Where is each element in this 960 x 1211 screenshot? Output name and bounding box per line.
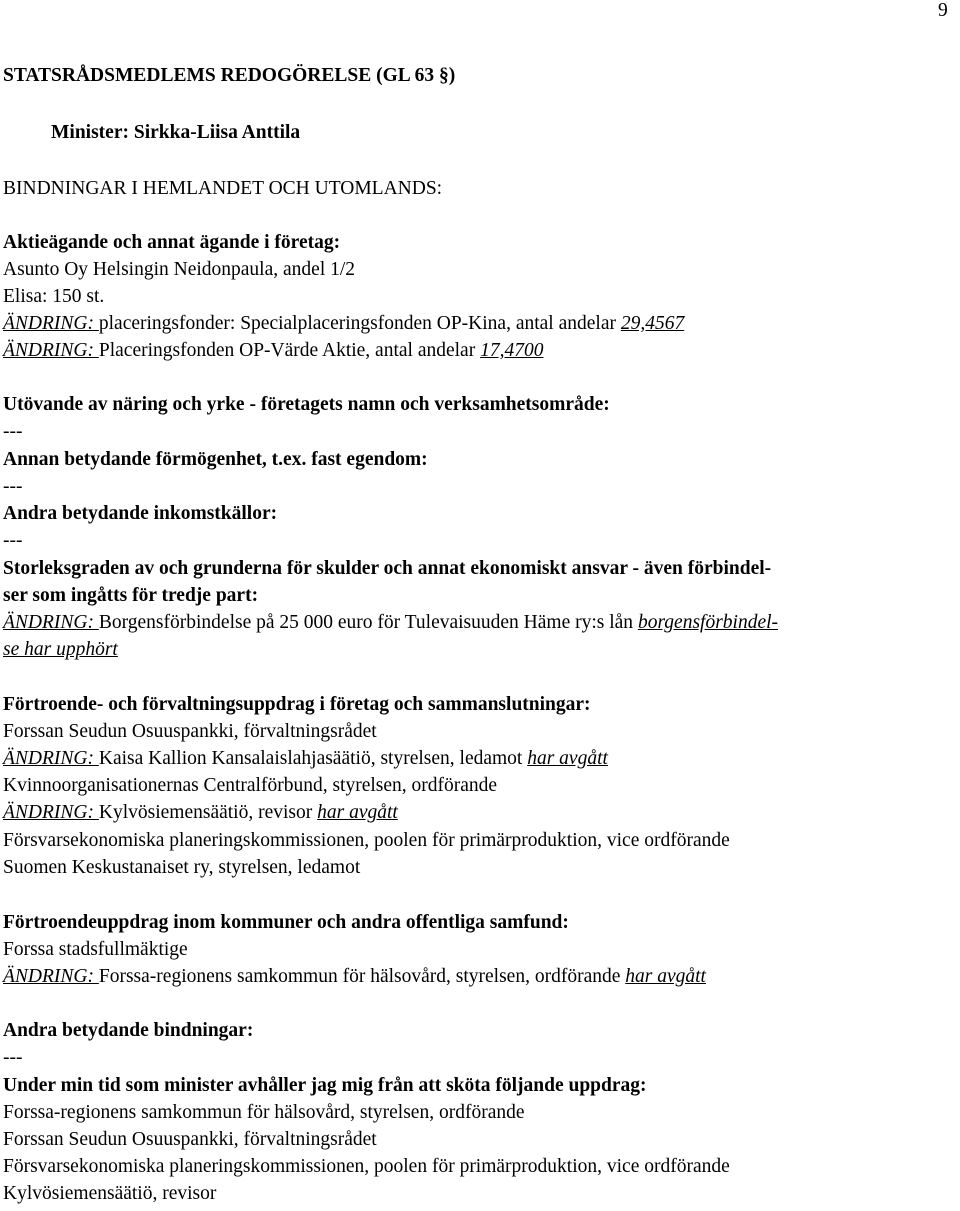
ownership-heading: Aktieägande och annat ägande i företag: bbox=[3, 232, 341, 253]
change-note: har avgått bbox=[527, 748, 608, 769]
change-prefix: ÄNDRING: bbox=[3, 748, 99, 769]
trust-company-line: Kvinnoorganisationernas Centralförbund, styrelsen, ordförande bbox=[3, 775, 498, 796]
other-heading: Andra betydande bindningar: bbox=[3, 1020, 254, 1041]
change-text: Placeringsfonden OP-Värde Aktie, antal andelar bbox=[98, 340, 481, 361]
trust-company-line: Försvarsekonomiska planeringskommissionen, poolen för primärproduktion, vice ordförande bbox=[3, 830, 730, 851]
refrain-item: Försvarsekonomiska planeringskommissionen, poolen för primärproduktion, vice ordförande bbox=[3, 1156, 730, 1177]
trust-company-line: Forssan Seudun Osuuspankki, förvaltningsrådet bbox=[3, 721, 377, 742]
ownership-change-line bbox=[3, 312, 684, 336]
ownership-change-line bbox=[3, 339, 543, 363]
trust-company-heading: Förtroende- och förvaltningsuppdrag i företag och sammanslutningar: bbox=[3, 694, 591, 715]
change-note: borgensförbindel- bbox=[637, 612, 779, 633]
debts-heading: Storleksgraden av och grunderna för skulder och annat ekonomiskt ansvar - även förbindel- bbox=[3, 558, 772, 579]
bindings-heading: BINDNINGAR I HEMLANDET OCH UTOMLANDS: bbox=[3, 178, 443, 199]
change-value: 29,4567 bbox=[620, 313, 685, 334]
change-text: Kylvösiemensäätiö, revisor bbox=[98, 802, 318, 823]
trust-public-line: Forssa stadsfullmäktige bbox=[3, 939, 188, 960]
change-prefix: ÄNDRING: bbox=[3, 802, 99, 823]
refrain-item: Forssa-regionens samkommun för hälsovård, styrelsen, ordförande bbox=[3, 1102, 525, 1123]
change-text: Borgensförbindelse på 25 000 euro för Tulevaisuuden Häme ry:s lån bbox=[98, 612, 638, 633]
business-value: --- bbox=[3, 421, 23, 442]
refrain-item: Forssan Seudun Osuuspankki, förvaltningsrådet bbox=[3, 1129, 377, 1150]
change-prefix: ÄNDRING: bbox=[3, 313, 99, 334]
business-heading: Utövande av näring och yrke - företagets namn och verksamhetsområde: bbox=[3, 394, 610, 415]
trust-company-change-line bbox=[3, 747, 608, 771]
ownership-line: Asunto Oy Helsingin Neidonpaula, andel 1/2 bbox=[3, 259, 356, 280]
trust-company-line: Suomen Keskustanaiset ry, styrelsen, ledamot bbox=[3, 857, 361, 878]
income-value: --- bbox=[3, 530, 23, 551]
change-text: Kaisa Kallion Kansalaislahjasäätiö, styrelsen, ledamot bbox=[98, 748, 528, 769]
change-text: Forssa-regionens samkommun för hälsovård, styrelsen, ordförande bbox=[98, 966, 626, 987]
change-value: 17,4700 bbox=[480, 340, 544, 361]
ownership-line: Elisa: 150 st. bbox=[3, 286, 105, 307]
change-note: har avgått bbox=[317, 802, 398, 823]
change-prefix: ÄNDRING: bbox=[3, 966, 99, 987]
assets-value: --- bbox=[3, 476, 23, 497]
assets-heading: Annan betydande förmögenhet, t.ex. fast egendom: bbox=[3, 449, 428, 470]
refrain-heading: Under min tid som minister avhåller jag mig från att sköta följande uppdrag: bbox=[3, 1075, 647, 1096]
trust-company-change-line bbox=[3, 801, 398, 825]
trust-public-heading: Förtroendeuppdrag inom kommuner och andra offentliga samfund: bbox=[3, 912, 569, 933]
document-title: STATSRÅDSMEDLEMS REDOGÖRELSE (GL 63 §) bbox=[3, 65, 456, 86]
change-text: placeringsfonder: Specialplaceringsfonden OP-Kina, antal andelar bbox=[98, 313, 621, 334]
minister-name: Minister: Sirkka-Liisa Anttila bbox=[51, 122, 301, 143]
page-number: 9 bbox=[938, 0, 948, 21]
change-prefix: ÄNDRING: bbox=[3, 340, 99, 361]
debts-heading-cont: ser som ingåtts för tredje part: bbox=[3, 585, 259, 606]
change-prefix: ÄNDRING: bbox=[3, 612, 99, 633]
other-value: --- bbox=[3, 1047, 23, 1068]
debts-change-note-cont: se har upphört bbox=[3, 639, 118, 660]
refrain-item: Kylvösiemensäätiö, revisor bbox=[3, 1183, 217, 1204]
income-heading: Andra betydande inkomstkällor: bbox=[3, 503, 278, 524]
debts-change-line bbox=[3, 611, 778, 635]
change-note: har avgått bbox=[625, 966, 706, 987]
trust-public-change-line bbox=[3, 965, 706, 989]
